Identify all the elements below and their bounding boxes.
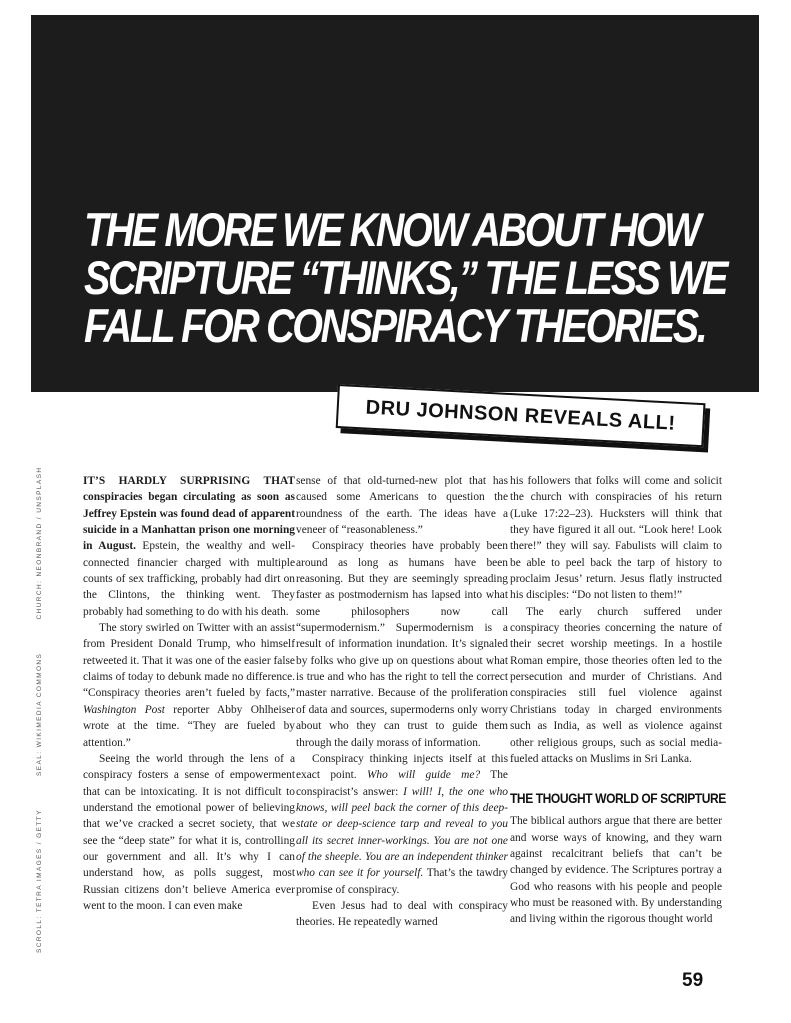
credit-church: CHURCH: NEONBRAND / UNSPLASH [36, 466, 43, 620]
paragraph: Seeing the world through the lens of a conspiracy fosters a sense of empowerment that can be intoxicating. It is not difficult to understand the emotional power of believing that we’ve cracked a secret society, that we see the “deep state” for what it is, controlling our government and all. It’s why I can understand how, as polls suggest, most Russian citizens don’t believe America ever went to the moon. I can even make [83, 752, 295, 912]
italic-question: Who will guide me? [366, 769, 481, 782]
article-column-1 [83, 473, 295, 914]
paragraph: Conspiracy theories have probably been around as long as humans have been reasoning. But they are seemingly spreading faster as postmodernism has lapsed into what some philosophers now call “supermodernism.” Supermodernism is a result of information inundation. It’s signaled by folks who give up on questions about what is true and who has the right to tell the correct master narrative. Because of the proliferation of data and sources, supermoderns only worry about who they can trust to guide them through the daily morass of information. [296, 540, 508, 749]
paragraph [296, 751, 508, 898]
article-column-2 [296, 473, 508, 931]
italic-quote: I will! I, the one who knows, will peel back the corner of this deep-state or deep-science tarp and reveal to you all its secret inner-workings. You are not one of the sheeple. You are an independent thinker who can see it for yourself. [296, 785, 508, 880]
paragraph: his followers that folks will come and solicit the church with conspiracies of his return (Luke 17:22–23). Hucksters will think that they have figured it all out. “Look here! Look there!” they will say. Fabulists will claim to be able to peel back the tarp of history to proclaim Jesus’ return. Jesus flatly instructed his disciples: “Do not listen to them!” [510, 475, 722, 602]
page-number: 59 [682, 970, 704, 991]
paragraph: sense of that old-turned-new plot that has caused some Americans to question the roundness of the earth. The ideas have a veneer of “reasonableness.” [296, 475, 508, 537]
section-subheading: THE THOUGHT WORLD OF SCRIPTURE [510, 790, 726, 807]
paragraph [83, 620, 295, 751]
headline-line: THE MORE WE KNOW ABOUT HOW [84, 203, 700, 256]
headline [84, 203, 727, 352]
paragraph: The early church suffered under conspiracy theories concerning the nature of their secret worship meetings. In a hostile Roman empire, those theories often led to the persecution and murder of Christians. And conspiracies still fuel violence against Christians today in charged environments such as India, as well as violence against other religious groups, such as social media-fueled attacks on Muslims in Sri Lanka. [510, 605, 722, 765]
paragraph-text: That’s the tawdry promise of conspiracy. [296, 867, 508, 896]
byline: DRU JOHNSON REVEALS ALL! [365, 395, 677, 435]
publication-name: Washington Post [83, 703, 165, 716]
paragraph-text: The conspiracist’s answer: [296, 769, 508, 798]
credit-seal: SEAL: WIKIMEDIA COMMONS [36, 652, 43, 776]
photo-credits [36, 466, 43, 953]
article-column-3 [510, 473, 726, 928]
headline-line: SCRIPTURE “THINKS,” THE LESS WE [84, 251, 727, 304]
paragraph: Even Jesus had to deal with conspiracy theories. He repeatedly warned [296, 899, 508, 929]
paragraph [83, 473, 295, 620]
headline-line: FALL FOR CONSPIRACY THEORIES. [84, 299, 706, 352]
paragraph: The biblical authors argue that there are better and worse ways of knowing, and they warn against recalcitrant beliefs that can’t be changed by evidence. The Scriptures portray a God who reasons with his people and people who must be reasoned with. By understanding and living within the rigorous thought world [510, 815, 722, 926]
credit-scroll: SCROLL: TETRA IMAGES / GETTY [36, 809, 43, 953]
lead-in: IT’S HARDLY SURPRISING THAT conspiracies began circulating as soon as Jeffrey Epstein was found dead of apparent suicide in a Manhattan prison one morning in August. [83, 475, 295, 553]
paragraph-text: The story swirled on Twitter with an assist from President Donald Trump, who himself retweeted it. That it was one of the easier false claims of today to debunk made no difference. “Conspiracy theories aren’t fueled by facts,” [83, 622, 295, 700]
paragraph-text: Conspiracy thinking injects itself at this exact point. [296, 752, 508, 782]
byline-box [336, 384, 706, 447]
paragraph-text: reporter Abby Ohlheiser wrote at the time. “They are fueled by attention.” [83, 703, 295, 749]
paragraph-text: Epstein, the wealthy and well-connected financier charged with multiple counts of sex trafficking, probably had dirt on the Clintons, the thinking went. They probably had something to do with his death. [83, 540, 296, 618]
